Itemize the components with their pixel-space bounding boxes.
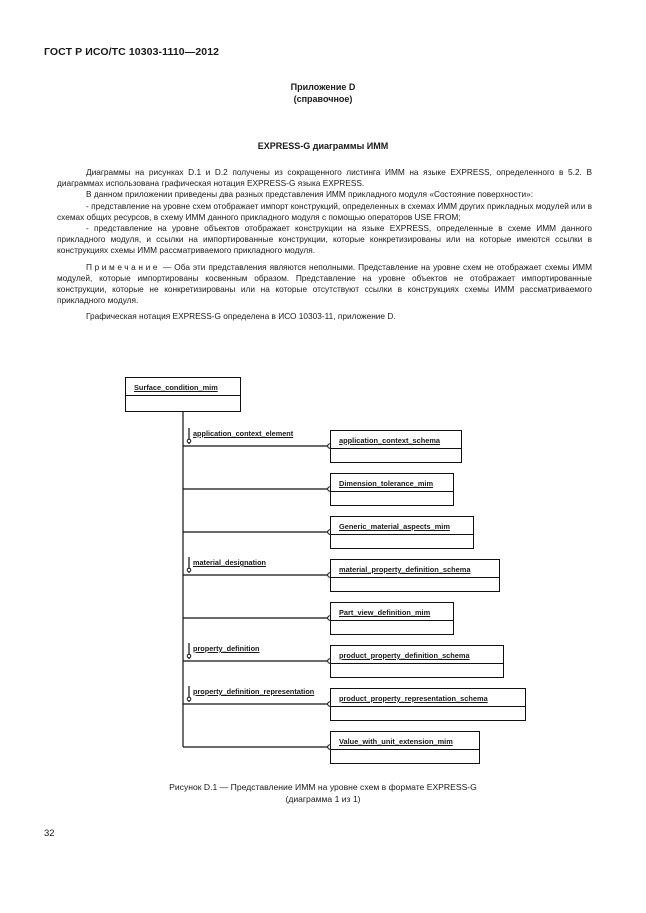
relation-label: property_definition_representation <box>193 687 315 696</box>
paragraph: - представление на уровне объектов отображает конструкции на языке EXPRESS, определенные в схеме ИММ данного прикладного модуля, и ссылки на импортированные конструкции, которые конкретизированы или на которые имеются ссылки в конструкциях схемы ИММ рассматриваемого прикладного модуля. <box>57 223 592 256</box>
paragraph: - представление на уровне схем отображает импорт конструкций, определенных в схемах ИММ других прикладных модулей или в схемах общих ресурсов, в схему ИММ данного прикладного модуля с помощью операторов USE FROM; <box>57 200 592 222</box>
schema-box <box>330 430 462 463</box>
schema-box <box>330 731 480 764</box>
document-header: ГОСТ Р ИСО/ТС 10303-1110—2012 <box>44 46 220 58</box>
figure-caption-subtitle: (диаграмма 1 из 1) <box>285 794 361 804</box>
figure-caption: Рисунок D.1 — Представление ИММ на уровне схем в формате EXPRESS-G <box>169 782 477 792</box>
schema-name: Dimension_tolerance_mim <box>331 474 453 492</box>
paragraph: В данном приложении приведены два разных представления ИММ прикладного модуля «Состояние поверхности»: <box>86 189 534 200</box>
schema-box <box>330 559 500 592</box>
schema-name: product_property_representation_schema <box>331 689 525 707</box>
schema-name: product_property_definition_schema <box>331 646 503 664</box>
schema-name: application_context_schema <box>331 431 461 449</box>
relation-label: application_context_element <box>193 429 294 438</box>
page-number: 32 <box>44 828 55 839</box>
paragraph: Графическая нотация EXPRESS-G определена в ИСО 10303-11, приложение D. <box>86 311 396 322</box>
relation-label: material_designation <box>193 558 266 567</box>
schema-name: material_property_definition_schema <box>331 560 499 578</box>
annex-title: Приложение D <box>290 82 356 92</box>
section-title: EXPRESS-G диаграммы ИММ <box>257 141 389 151</box>
main-schema-box <box>125 377 241 412</box>
note-text: — Оба эти представления являются неполными. Представление на уровне схем не отображает схемы ИММ модулей, которые импортированы косвенным образом. Представление на уровне объектов не отображает импортированные конструкции, которые не конкретизированы или на которые отсутствуют ссылки в конструкциях схемы ИММ рассматриваемого прикладного модуля. <box>57 261 592 306</box>
schema-name: Surface_condition_mim <box>126 378 240 396</box>
schema-name: Generic_material_aspects_mim <box>331 517 473 535</box>
note-label: Примечание <box>86 261 161 272</box>
schema-name: Part_view_definition_mim <box>331 603 453 621</box>
relation-label: property_definition <box>193 644 260 653</box>
paragraph: Диаграммы на рисунках D.1 и D.2 получены из сокращенного листинга ИММ на языке EXPRESS, определенного в 5.2. В диаграммах использована графическая нотация EXPRESS-G языка EXPRESS. <box>57 167 592 189</box>
schema-box <box>330 473 454 506</box>
schema-box <box>330 602 454 635</box>
schema-box <box>330 645 504 678</box>
schema-name: Value_with_unit_extension_mim <box>331 732 479 750</box>
annex-subtitle: (справочное) <box>293 94 353 104</box>
schema-box <box>330 516 474 549</box>
schema-box <box>330 688 526 721</box>
